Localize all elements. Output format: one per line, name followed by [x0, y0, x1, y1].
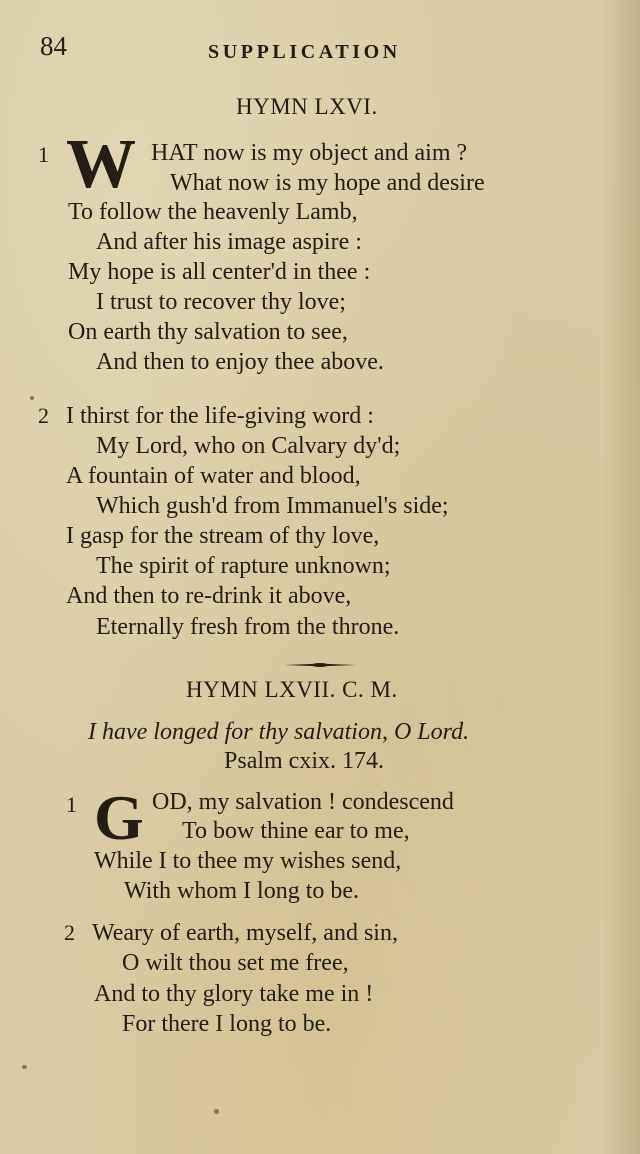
- verse-line: And then to re-drink it above,: [66, 583, 352, 609]
- epigraph: I have longed for thy salvation, O Lord.: [88, 719, 470, 745]
- verse-line: I trust to recover thy love;: [96, 289, 346, 315]
- verse-line: OD, my salvation ! condescend: [152, 789, 454, 815]
- paper-speck: [30, 396, 34, 400]
- verse-line: A fountain of water and blood,: [66, 463, 361, 489]
- paper-speck: [214, 1109, 219, 1114]
- ornament-divider: [284, 662, 356, 668]
- verse-line: What now is my hope and desire: [170, 170, 485, 196]
- stanza-number: 1: [66, 792, 77, 817]
- hymn-title: HYMN LXVII. C. M.: [186, 677, 398, 702]
- verse-line: Eternally fresh from the throne.: [96, 614, 400, 640]
- verse-line: To bow thine ear to me,: [182, 818, 410, 844]
- page-number: 84: [40, 31, 67, 61]
- verse-line: And after his image aspire :: [96, 229, 362, 255]
- verse-line: On earth thy salvation to see,: [68, 319, 348, 345]
- drop-cap: G: [94, 782, 144, 853]
- stanza-number: 1: [38, 142, 49, 167]
- verse-line: While I to thee my wishes send,: [94, 848, 402, 874]
- verse-line: O wilt thou set me free,: [122, 950, 349, 976]
- verse-line: My Lord, who on Calvary dy'd;: [96, 433, 401, 459]
- hymn-title: HYMN LXVI.: [236, 94, 378, 119]
- verse-line: I thirst for the life-giving word :: [66, 403, 374, 429]
- verse-line: For there I long to be.: [122, 1011, 332, 1037]
- stanza-number: 2: [64, 920, 75, 945]
- verse-line: HAT now is my object and aim ?: [151, 140, 468, 166]
- paper-speck: [22, 1065, 27, 1069]
- verse-line: Which gush'd from Immanuel's side;: [96, 493, 449, 519]
- drop-cap: W: [66, 126, 136, 203]
- running-head: SUPPLICATION: [208, 41, 401, 63]
- scripture-reference: Psalm cxix. 174.: [224, 748, 384, 774]
- verse-line: I gasp for the stream of thy love,: [66, 523, 380, 549]
- verse-line: And then to enjoy thee above.: [96, 349, 384, 375]
- verse-line: The spirit of rapture unknown;: [96, 553, 391, 579]
- verse-line: And to thy glory take me in !: [94, 981, 374, 1007]
- verse-line: Weary of earth, myself, and sin,: [92, 920, 398, 946]
- verse-line: My hope is all center'd in thee :: [68, 259, 371, 285]
- stanza-number: 2: [38, 403, 49, 428]
- verse-line: With whom I long to be.: [124, 878, 360, 904]
- verse-line: To follow the heavenly Lamb,: [68, 199, 358, 225]
